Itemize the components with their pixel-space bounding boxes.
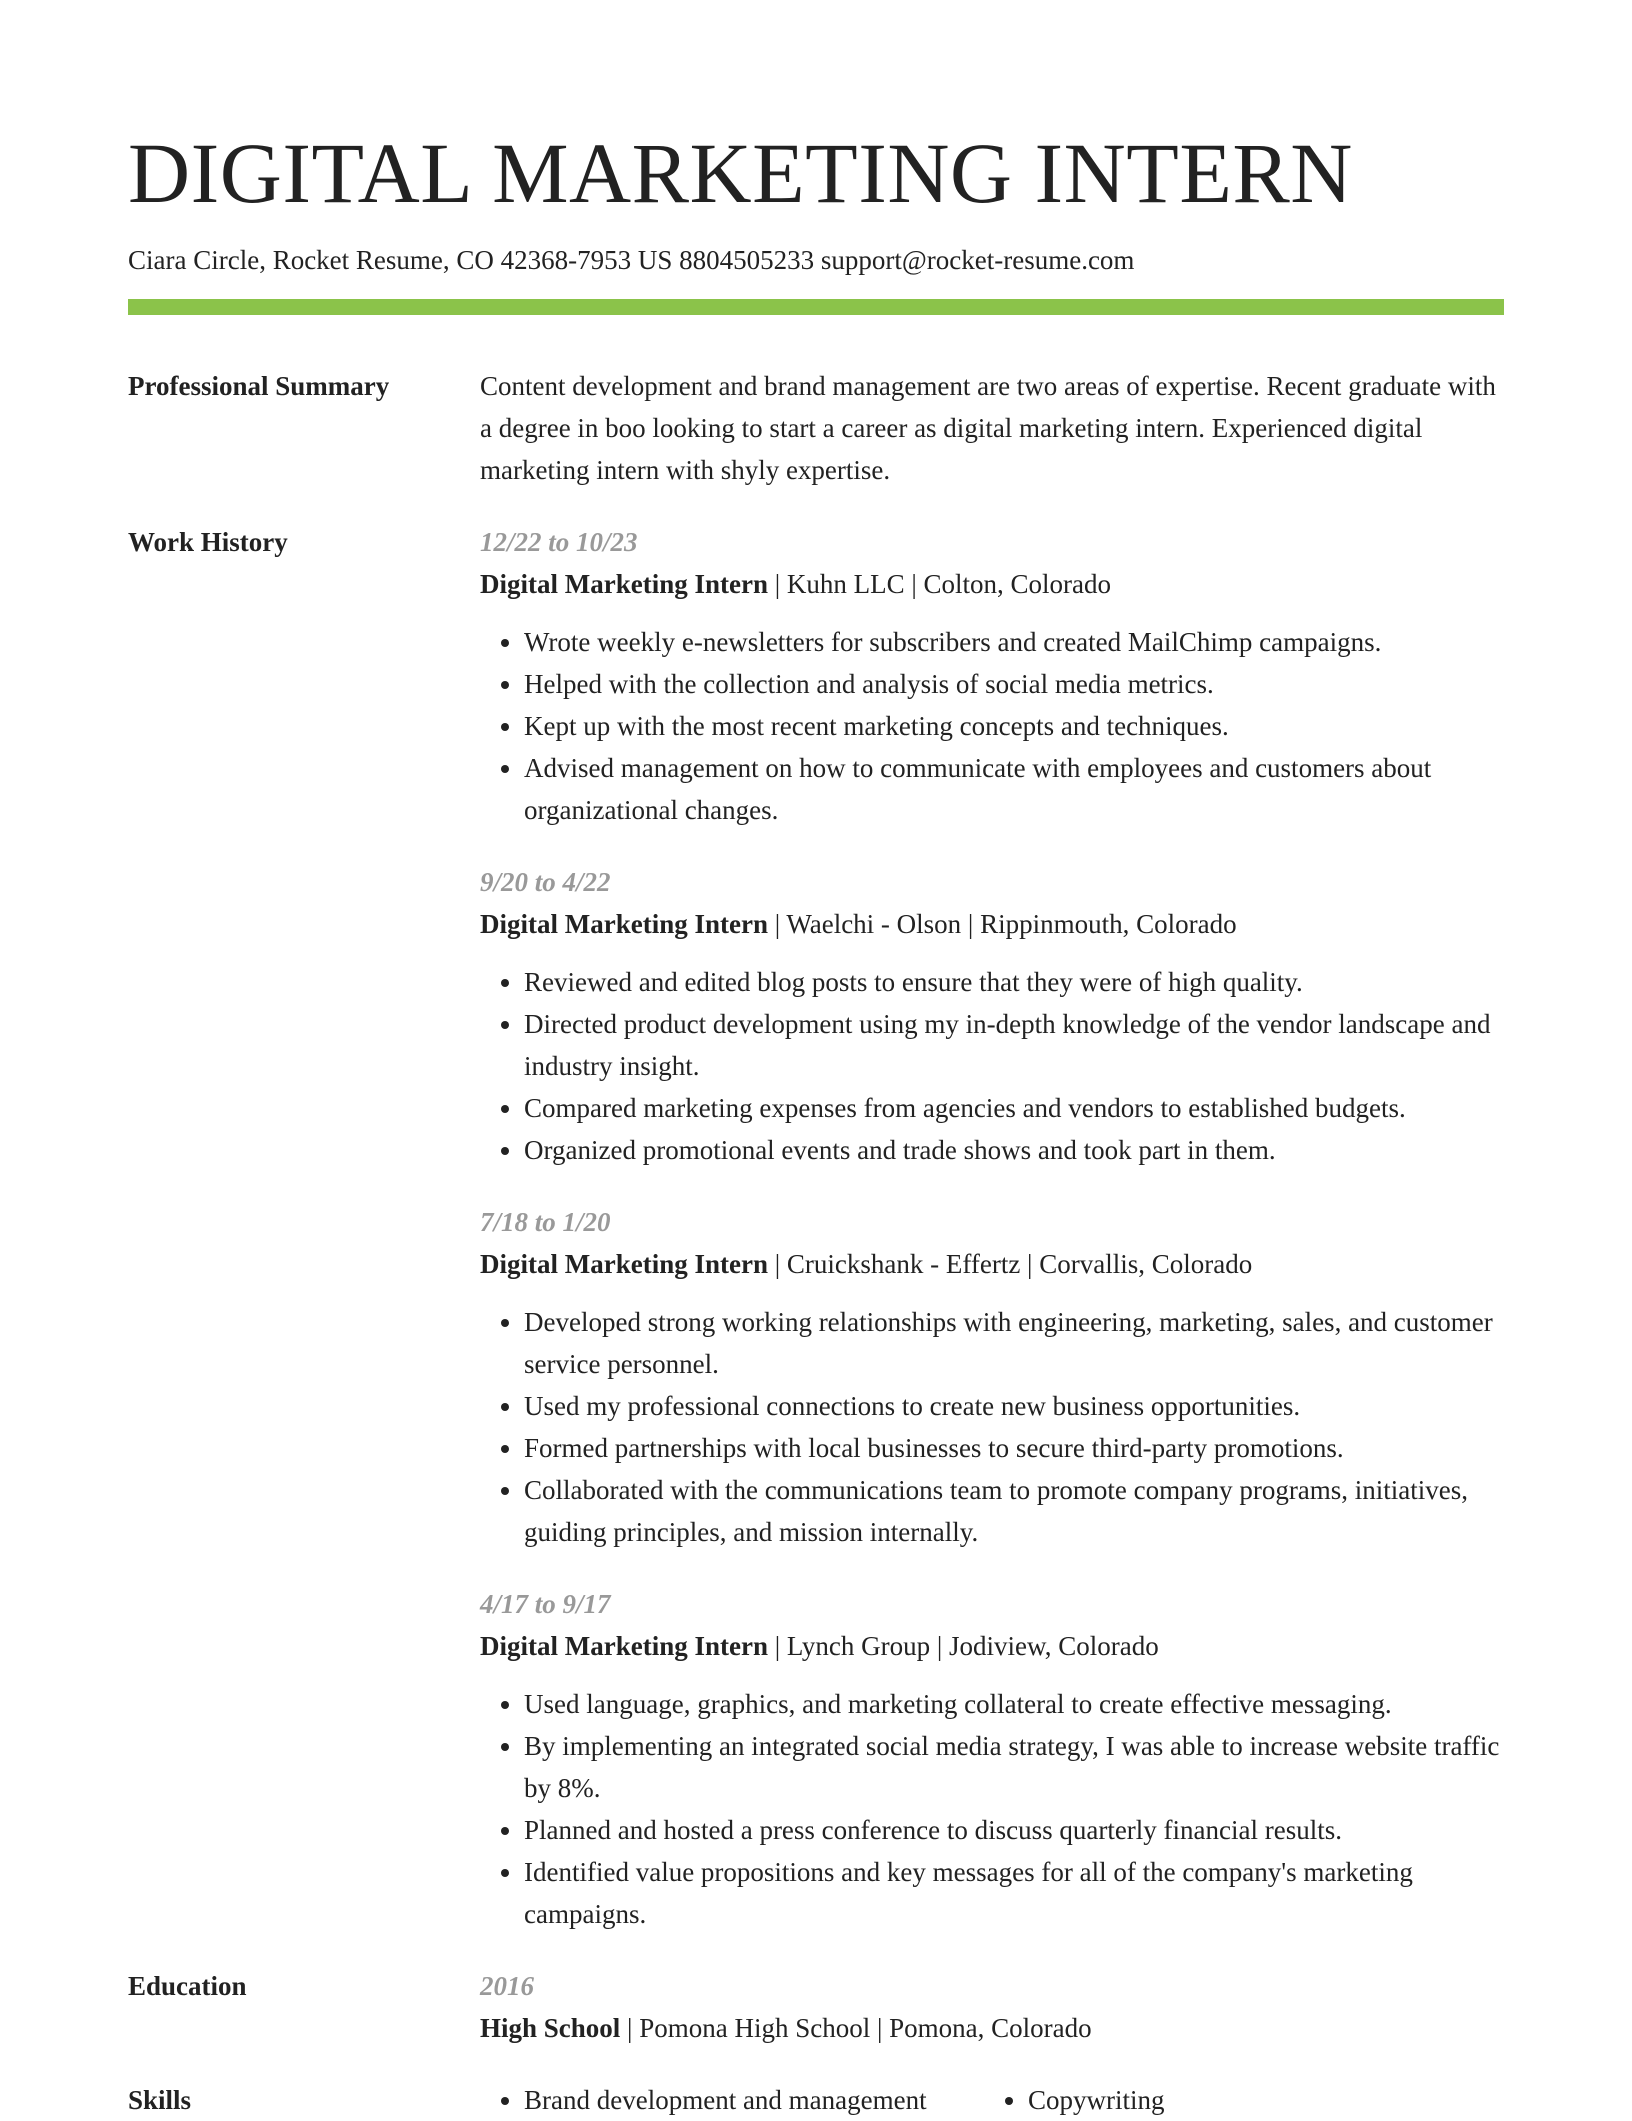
job-entry [480,861,1504,1171]
job-bullet: • Planned and hosted a press conference to discuss quarterly financial results. [524,1809,1504,1851]
job-bullet: • Organized promotional events and trade shows and took part in them. [524,1129,1504,1171]
job-dates: 4/17 to 9/17 [480,1589,611,1619]
job-bullets [480,961,1504,1171]
job-heading [480,1625,1504,1667]
education-dates: 2016 [480,1971,534,2001]
job-details: | Kuhn LLC | Colton, Colorado [767,569,1112,599]
skills-section [128,2079,1504,2121]
job-bullet: • Identified value propositions and key messages for all of the company's marketing campaigns. [524,1851,1504,1935]
job-bullet: • Compared marketing expenses from agencies and vendors to established budgets. [524,1087,1504,1129]
job-heading [480,1243,1504,1285]
job-entry [480,521,1504,831]
job-bullet: • Reviewed and edited blog posts to ensure that they were of high quality. [524,961,1504,1003]
education-section [128,1965,1504,2049]
job-bullet: • Kept up with the most recent marketing concepts and techniques. [524,705,1504,747]
section-label-work-history: Work History [128,527,288,557]
contact-info: Ciara Circle, Rocket Resume, CO 42368-7953 US 8804505233 support@rocket-resume.com [128,245,1135,275]
job-bullet: • Directed product development using my in-depth knowledge of the vendor landscape and industry insight. [524,1003,1504,1087]
education-details: | Pomona High School | Pomona, Colorado [620,2013,1092,2043]
job-title: Digital Marketing Intern [480,909,768,939]
skills-column [984,2079,1165,2121]
work-history-section [128,521,1504,1935]
job-dates: 7/18 to 1/20 [480,1207,611,1237]
job-details: | Lynch Group | Jodiview, Colorado [767,1631,1159,1661]
job-bullet: • Collaborated with the communications team to promote company programs, initiatives, guiding principles, and mission internally. [524,1469,1504,1553]
job-bullet: • Used my professional connections to create new business opportunities. [524,1385,1504,1427]
job-bullet: • Developed strong working relationships with engineering, marketing, sales, and customer service personnel. [524,1301,1504,1385]
job-title: Digital Marketing Intern [480,569,768,599]
summary-text: Content development and brand management are two areas of expertise. Recent graduate with a degree in boo looking to start a career as digital marketing intern. Experienced digital marketing intern with shyly expertise. [480,371,1496,485]
job-bullets [480,621,1504,831]
job-entry [480,1583,1504,1935]
education-heading [480,2007,1504,2049]
job-heading [480,563,1504,605]
job-bullet: • Formed partnerships with local businesses to secure third-party promotions. [524,1427,1504,1469]
skill-item: • Brand development and management [524,2079,984,2121]
job-details: | Waelchi - Olson | Rippinmouth, Colorado [767,909,1237,939]
professional-summary-section [128,365,1504,491]
job-bullet: • By implementing an integrated social media strategy, I was able to increase website traffic by 8%. [524,1725,1504,1809]
job-bullets [480,1683,1504,1935]
job-entry [480,1201,1504,1553]
education-title: High School [480,2013,621,2043]
resume-page [128,0,1504,2121]
job-bullet: • Wrote weekly e-newsletters for subscribers and created MailChimp campaigns. [524,621,1504,663]
header-divider [128,299,1504,315]
skills-column [480,2079,984,2121]
resume-title: DIGITAL MARKETING INTERN [128,125,1353,221]
job-bullets [480,1301,1504,1553]
section-label-skills: Skills [128,2085,192,2115]
job-bullet: • Used language, graphics, and marketing collateral to create effective messaging. [524,1683,1504,1725]
work-history-list [480,521,1504,1935]
section-label-education: Education [128,1971,247,2001]
skill-item: • Copywriting [1028,2079,1165,2121]
job-bullet: • Advised management on how to communicate with employees and customers about organizational changes. [524,747,1504,831]
section-label-summary: Professional Summary [128,371,390,401]
job-title: Digital Marketing Intern [480,1631,768,1661]
job-bullet: • Helped with the collection and analysis of social media metrics. [524,663,1504,705]
skills-list [480,2079,1504,2121]
job-heading [480,903,1504,945]
education-entry [480,1965,1504,2049]
job-dates: 12/22 to 10/23 [480,527,638,557]
job-title: Digital Marketing Intern [480,1249,768,1279]
job-details: | Cruickshank - Effertz | Corvallis, Colorado [767,1249,1253,1279]
job-dates: 9/20 to 4/22 [480,867,611,897]
